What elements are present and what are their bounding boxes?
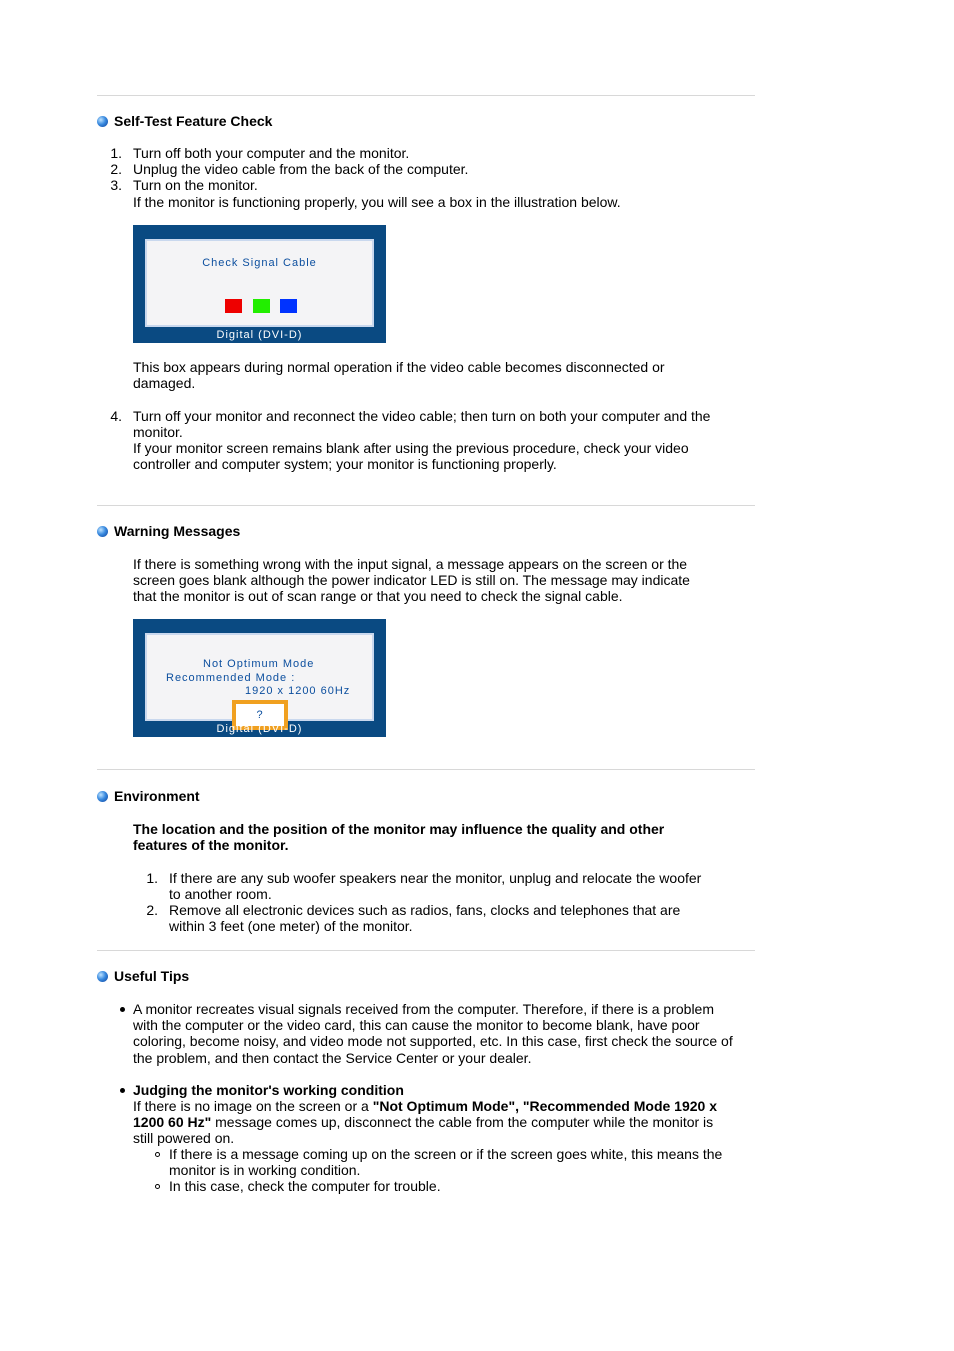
osd-line: 1920 x 1200 60Hz <box>245 685 351 697</box>
tip-line: still powered on. <box>133 1130 235 1146</box>
tip-line: with the computer or the video card, this can cause the monitor to become blank, have poor <box>133 1017 700 1033</box>
item-number: 1. <box>146 870 158 886</box>
paragraph-line: If there is something wrong with the input signal, a message appears on the screen or the <box>133 556 688 572</box>
section-divider <box>97 95 755 96</box>
blue-square <box>280 299 297 313</box>
step-text: monitor. <box>133 424 183 440</box>
step-number: 2. <box>110 161 122 177</box>
section-heading-warning: Warning Messages <box>97 523 240 539</box>
sub-tip-line: In this case, check the computer for trouble. <box>169 1178 441 1194</box>
section-divider <box>97 505 755 506</box>
step-text: controller and computer system; your monitor is functioning properly. <box>133 456 557 472</box>
section-divider <box>97 950 755 951</box>
blue-bullet-icon <box>97 116 108 127</box>
bullet-dot-icon <box>120 1007 125 1012</box>
item-text: to another room. <box>169 886 272 902</box>
paragraph-line: damaged. <box>133 375 196 391</box>
paragraph-line: screen goes blank although the power indicator LED is still on. The message may indicate <box>133 572 690 588</box>
blue-bullet-icon <box>97 526 108 537</box>
item-number: 2. <box>146 902 158 918</box>
step-text: Unplug the video cable from the back of the computer. <box>133 161 469 177</box>
step-number: 3. <box>110 177 122 193</box>
osd-line: Recommended Mode : <box>166 672 296 684</box>
bullet-dot-icon <box>120 1088 125 1093</box>
sub-tip-line: monitor is in working condition. <box>169 1162 361 1178</box>
osd-question-button: ? <box>256 709 264 721</box>
circle-bullet-icon <box>155 1152 160 1157</box>
osd-footer: Digital (DVI-D) <box>216 723 303 735</box>
osd-message: Check Signal Cable <box>202 257 317 269</box>
tip-line: 1200 60 Hz" message comes up, disconnect the cable from the computer while the monitor is <box>133 1114 714 1130</box>
paragraph-line: This box appears during normal operation if the video cable becomes disconnected or <box>133 359 665 375</box>
step-number: 4. <box>110 408 122 424</box>
step-text: Turn off your monitor and reconnect the video cable; then turn on both your computer and the <box>133 408 711 424</box>
item-text: Remove all electronic devices such as radios, fans, clocks and telephones that are <box>169 902 681 918</box>
item-text: within 3 feet (one meter) of the monitor. <box>169 918 413 934</box>
check-signal-cable-illustration <box>133 225 386 343</box>
step-number: 1. <box>110 145 122 161</box>
osd-footer: Digital (DVI-D) <box>216 329 303 341</box>
green-square <box>253 299 270 313</box>
paragraph-line: that the monitor is out of scan range or that you need to check the signal cable. <box>133 588 623 604</box>
blue-bullet-icon <box>97 971 108 982</box>
bold-paragraph-line: features of the monitor. <box>133 837 289 853</box>
osd-screen <box>145 239 374 327</box>
step-detail: If the monitor is functioning properly, you will see a box in the illustration below. <box>133 194 621 210</box>
step-text: If your monitor screen remains blank after using the previous procedure, check your video <box>133 440 689 456</box>
tip-line: the problem, and then contact the Service Center or your dealer. <box>133 1050 532 1066</box>
section-divider <box>97 769 755 770</box>
section-heading-environment: Environment <box>97 788 200 804</box>
red-square <box>225 299 242 313</box>
not-optimum-mode-illustration <box>133 619 386 737</box>
osd-line: Not Optimum Mode <box>203 658 315 670</box>
tip-line: If there is no image on the screen or a "Not Optimum Mode", "Recommended Mode 1920 x <box>133 1098 718 1114</box>
circle-bullet-icon <box>155 1184 160 1189</box>
osd-screen <box>145 633 374 721</box>
section-heading-self-test: Self-Test Feature Check <box>97 113 272 129</box>
sub-tip-line: If there is a message coming up on the screen or if the screen goes white, this means the <box>169 1146 723 1162</box>
tip-line: coloring, become noisy, and video mode not supported, etc. In this case, first check the source of <box>133 1033 733 1049</box>
step-text: Turn on the monitor. <box>133 177 258 193</box>
item-text: If there are any sub woofer speakers near the monitor, unplug and relocate the woofer <box>169 870 702 886</box>
bold-paragraph-line: The location and the position of the monitor may influence the quality and other <box>133 821 665 837</box>
section-heading-tips: Useful Tips <box>97 968 189 984</box>
step-text: Turn off both your computer and the monitor. <box>133 145 410 161</box>
blue-bullet-icon <box>97 791 108 802</box>
tip-line: A monitor recreates visual signals received from the computer. Therefore, if there is a problem <box>133 1001 715 1017</box>
tip-title: Judging the monitor's working condition <box>133 1082 404 1098</box>
